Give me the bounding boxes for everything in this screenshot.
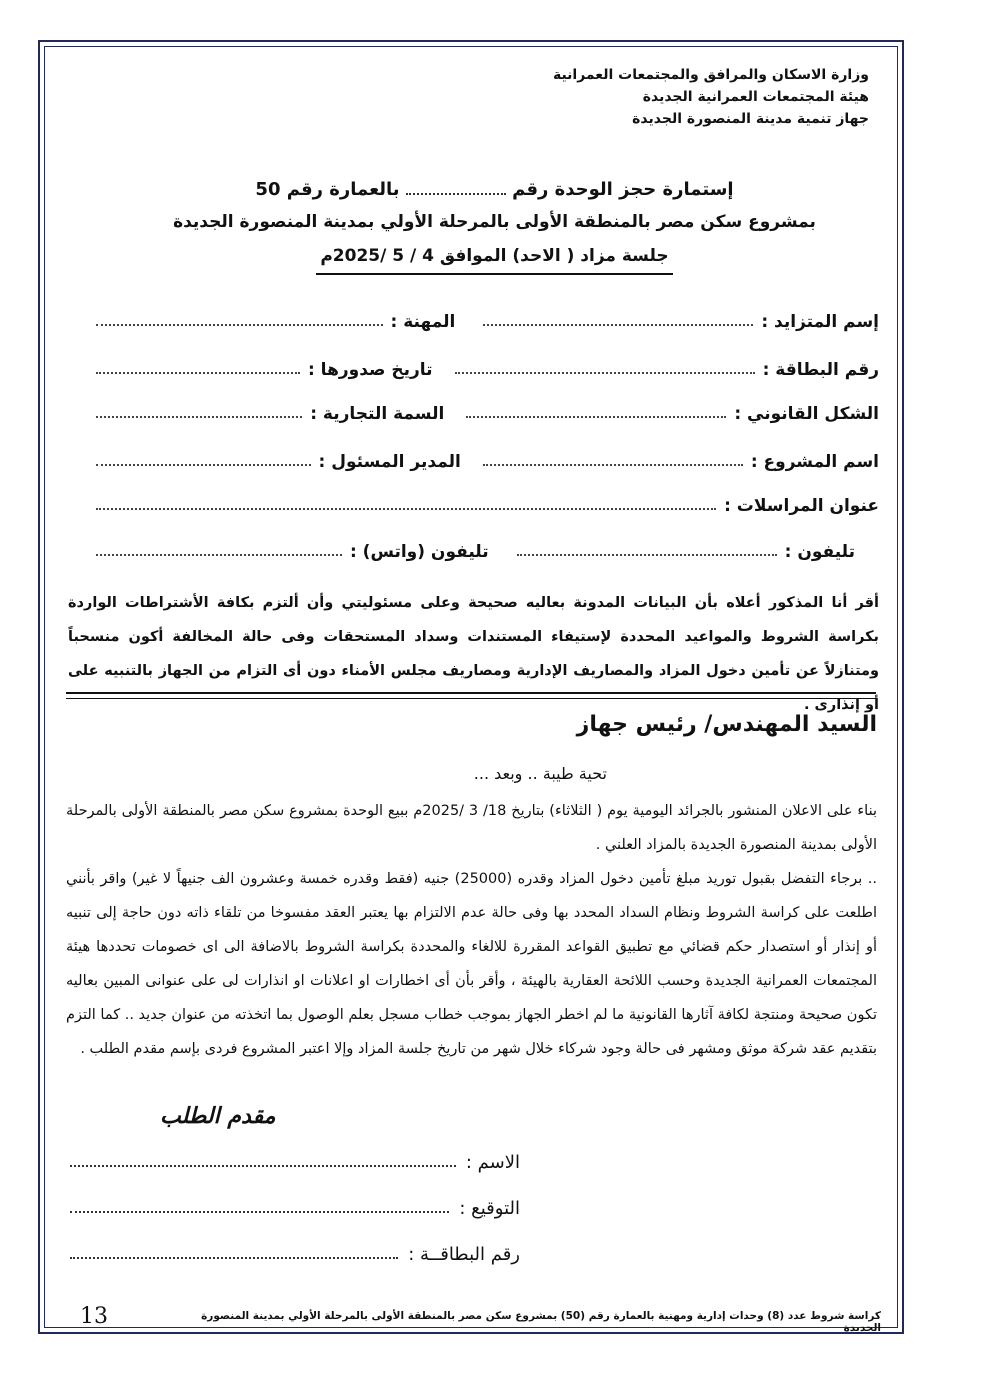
declaration-text: أقر أنا المذكور أعلاه بأن البيانات المدونة بعاليه صحيحة وعلى مسئوليتي وأن ألتزم بكافة الأشتراطات الواردة بكراسة الشروط والمواعيد المحددة لإستيفاء المستندات وسداد المستحقات وفى حالة المخالفة أكون منسحباً ومتنازلاً عن تأمين دخول المزاد والمصاريف الإدارية ومصاريف مجلس الأمناء دون أى التزام من الجهاز بالتنبيه على أو إنذارى . (68, 595, 879, 713)
authority-name: هيئة المجتمعات العمرانية الجديدة (642, 89, 869, 105)
applicant-id-row (70, 1244, 520, 1265)
issue-date-field[interactable] (96, 371, 300, 374)
form-title (70, 175, 919, 275)
row-project (88, 452, 879, 472)
unit-number-blank[interactable] (406, 192, 506, 195)
applicant-name-label: الاسم : (465, 1152, 520, 1173)
id-number-field[interactable] (455, 371, 755, 374)
row-id (88, 360, 879, 380)
applicant-id-field[interactable] (70, 1256, 398, 1259)
phone-field[interactable] (517, 553, 777, 556)
applicant-name-row (70, 1152, 520, 1173)
address-field[interactable] (96, 507, 716, 510)
page-number: 13 (80, 1304, 108, 1329)
whatsapp-label: تليفون (واتس) : (349, 542, 489, 562)
section-divider-thin (66, 698, 876, 699)
applicant-signature-field[interactable] (70, 1210, 449, 1213)
whatsapp-field[interactable] (96, 553, 342, 556)
title-line-2: بمشروع سكن مصر بالمنطقة الأولى بالمرحلة الأولي بمدينة المنصورة الجديدة (173, 212, 816, 232)
legal-form-field[interactable] (466, 415, 726, 418)
letter-addressee: السيد المهندس/ رئيس جهاز (576, 712, 877, 737)
address-label: عنوان المراسلات : (724, 496, 879, 516)
row-address (88, 496, 879, 516)
footer-text: كراسة شروط عدد (8) وحدات إدارية ومهنية بالعمارة رقم (50) بمشروع سكن مصر بالمنطقة الأولى بالمرحلة الأولي بمدينة المنصورة الجديدة (201, 1310, 881, 1334)
letter-paragraph-2: .. برجاء التفضل بقبول توريد مبلغ تأمين دخول المزاد وقدره (25000) جنيه (فقط وقدره خمسة وعشرون الف جنيهاً لا غير) واقر بأنني اطلعت على كراسة الشروط ونظام السداد المحدد بها وفى حالة عدم الالتزام بها يعتبر العقد مفسوخا من تلقاء ذاته دون حاجة إلى تنبيه أو إنذار أو استصدار حكم قضائي مع تطبيق القواعد المقررة للالغاء والمحددة بكراسة الشروط بالاضافة الى اى خصومات تحددها هيئة المجتمعات العمرانية الجديدة وحسب اللائحة العقارية بالهيئة ، وأقر بأن أى اخطارات او اعلانات او انذارات لى على عنوانى المبين بعاليه تكون صحيحة ومنتجة لكافة آثارها القانونية ما لم اخطر الجهاز بموجب خطاب مسجل بعلم الوصول بما اتخذته من عنوان جديد .. كما التزم بتقديم عقد شركة موثق ومشهر فى حالة وجود شركاء خلال شهر من تاريخ جلسة المزاد وإلا اعتبر المشروع فردى بإسم مقدم الطلب . (66, 871, 877, 1057)
ministry-name: وزارة الاسكان والمرافق والمجتمعات العمرانية (552, 67, 869, 83)
letter-paragraph-1: بناء على الاعلان المنشور بالجرائد اليومية يوم ( الثلاثاء) بتاريخ 18/ 3 /2025م ببيع الوحدة بمشروع سكن مصر بالمنطقة الأولى بالمرحلة الأولى بمدينة المنصورة الجديدة بالمزاد العلني . (66, 803, 877, 853)
letter-body (66, 794, 877, 1066)
section-divider-thick (66, 692, 876, 694)
bidder-name-field[interactable] (483, 323, 753, 326)
legal-form-label: الشكل القانوني : (734, 404, 879, 424)
trade-name-label: السمة التجارية : (310, 404, 445, 424)
id-number-label: رقم البطاقة : (762, 360, 879, 380)
title-unit-label: إستمارة حجز الوحدة رقم (512, 179, 734, 200)
title-line-1 (70, 175, 919, 205)
profession-field[interactable] (96, 323, 383, 326)
applicant-name-field[interactable] (70, 1164, 456, 1167)
trade-name-field[interactable] (96, 415, 302, 418)
phone-label: تليفون : (784, 542, 855, 562)
applicant-signature-label: التوقيع : (459, 1198, 520, 1219)
letterhead (553, 64, 869, 130)
applicant-id-label: رقم البطاقــة : (408, 1244, 520, 1265)
applicant-heading: مقدم الطلب (160, 1104, 276, 1129)
bidder-name-label: إسم المتزايد : (761, 312, 879, 332)
row-bidder (88, 312, 879, 332)
auction-session-date: جلسة مزاد ( الاحد) الموافق 4 / 5 /2025م (316, 239, 672, 275)
row-phone (88, 542, 879, 562)
profession-label: المهنة : (390, 312, 456, 332)
project-name-field[interactable] (483, 463, 743, 466)
manager-label: المدير المسئول : (318, 452, 461, 472)
applicant-signature-row (70, 1198, 520, 1219)
row-legal (88, 404, 879, 424)
letter-greeting: تحية طيبة .. وبعد ... (473, 764, 607, 783)
project-name-label: اسم المشروع : (750, 452, 879, 472)
issue-date-label: تاريخ صدورها : (307, 360, 433, 380)
manager-field[interactable] (96, 463, 311, 466)
title-building-label: بالعمارة رقم 50 (255, 179, 400, 200)
agency-name: جهاز تنمية مدينة المنصورة الجديدة (632, 111, 869, 127)
